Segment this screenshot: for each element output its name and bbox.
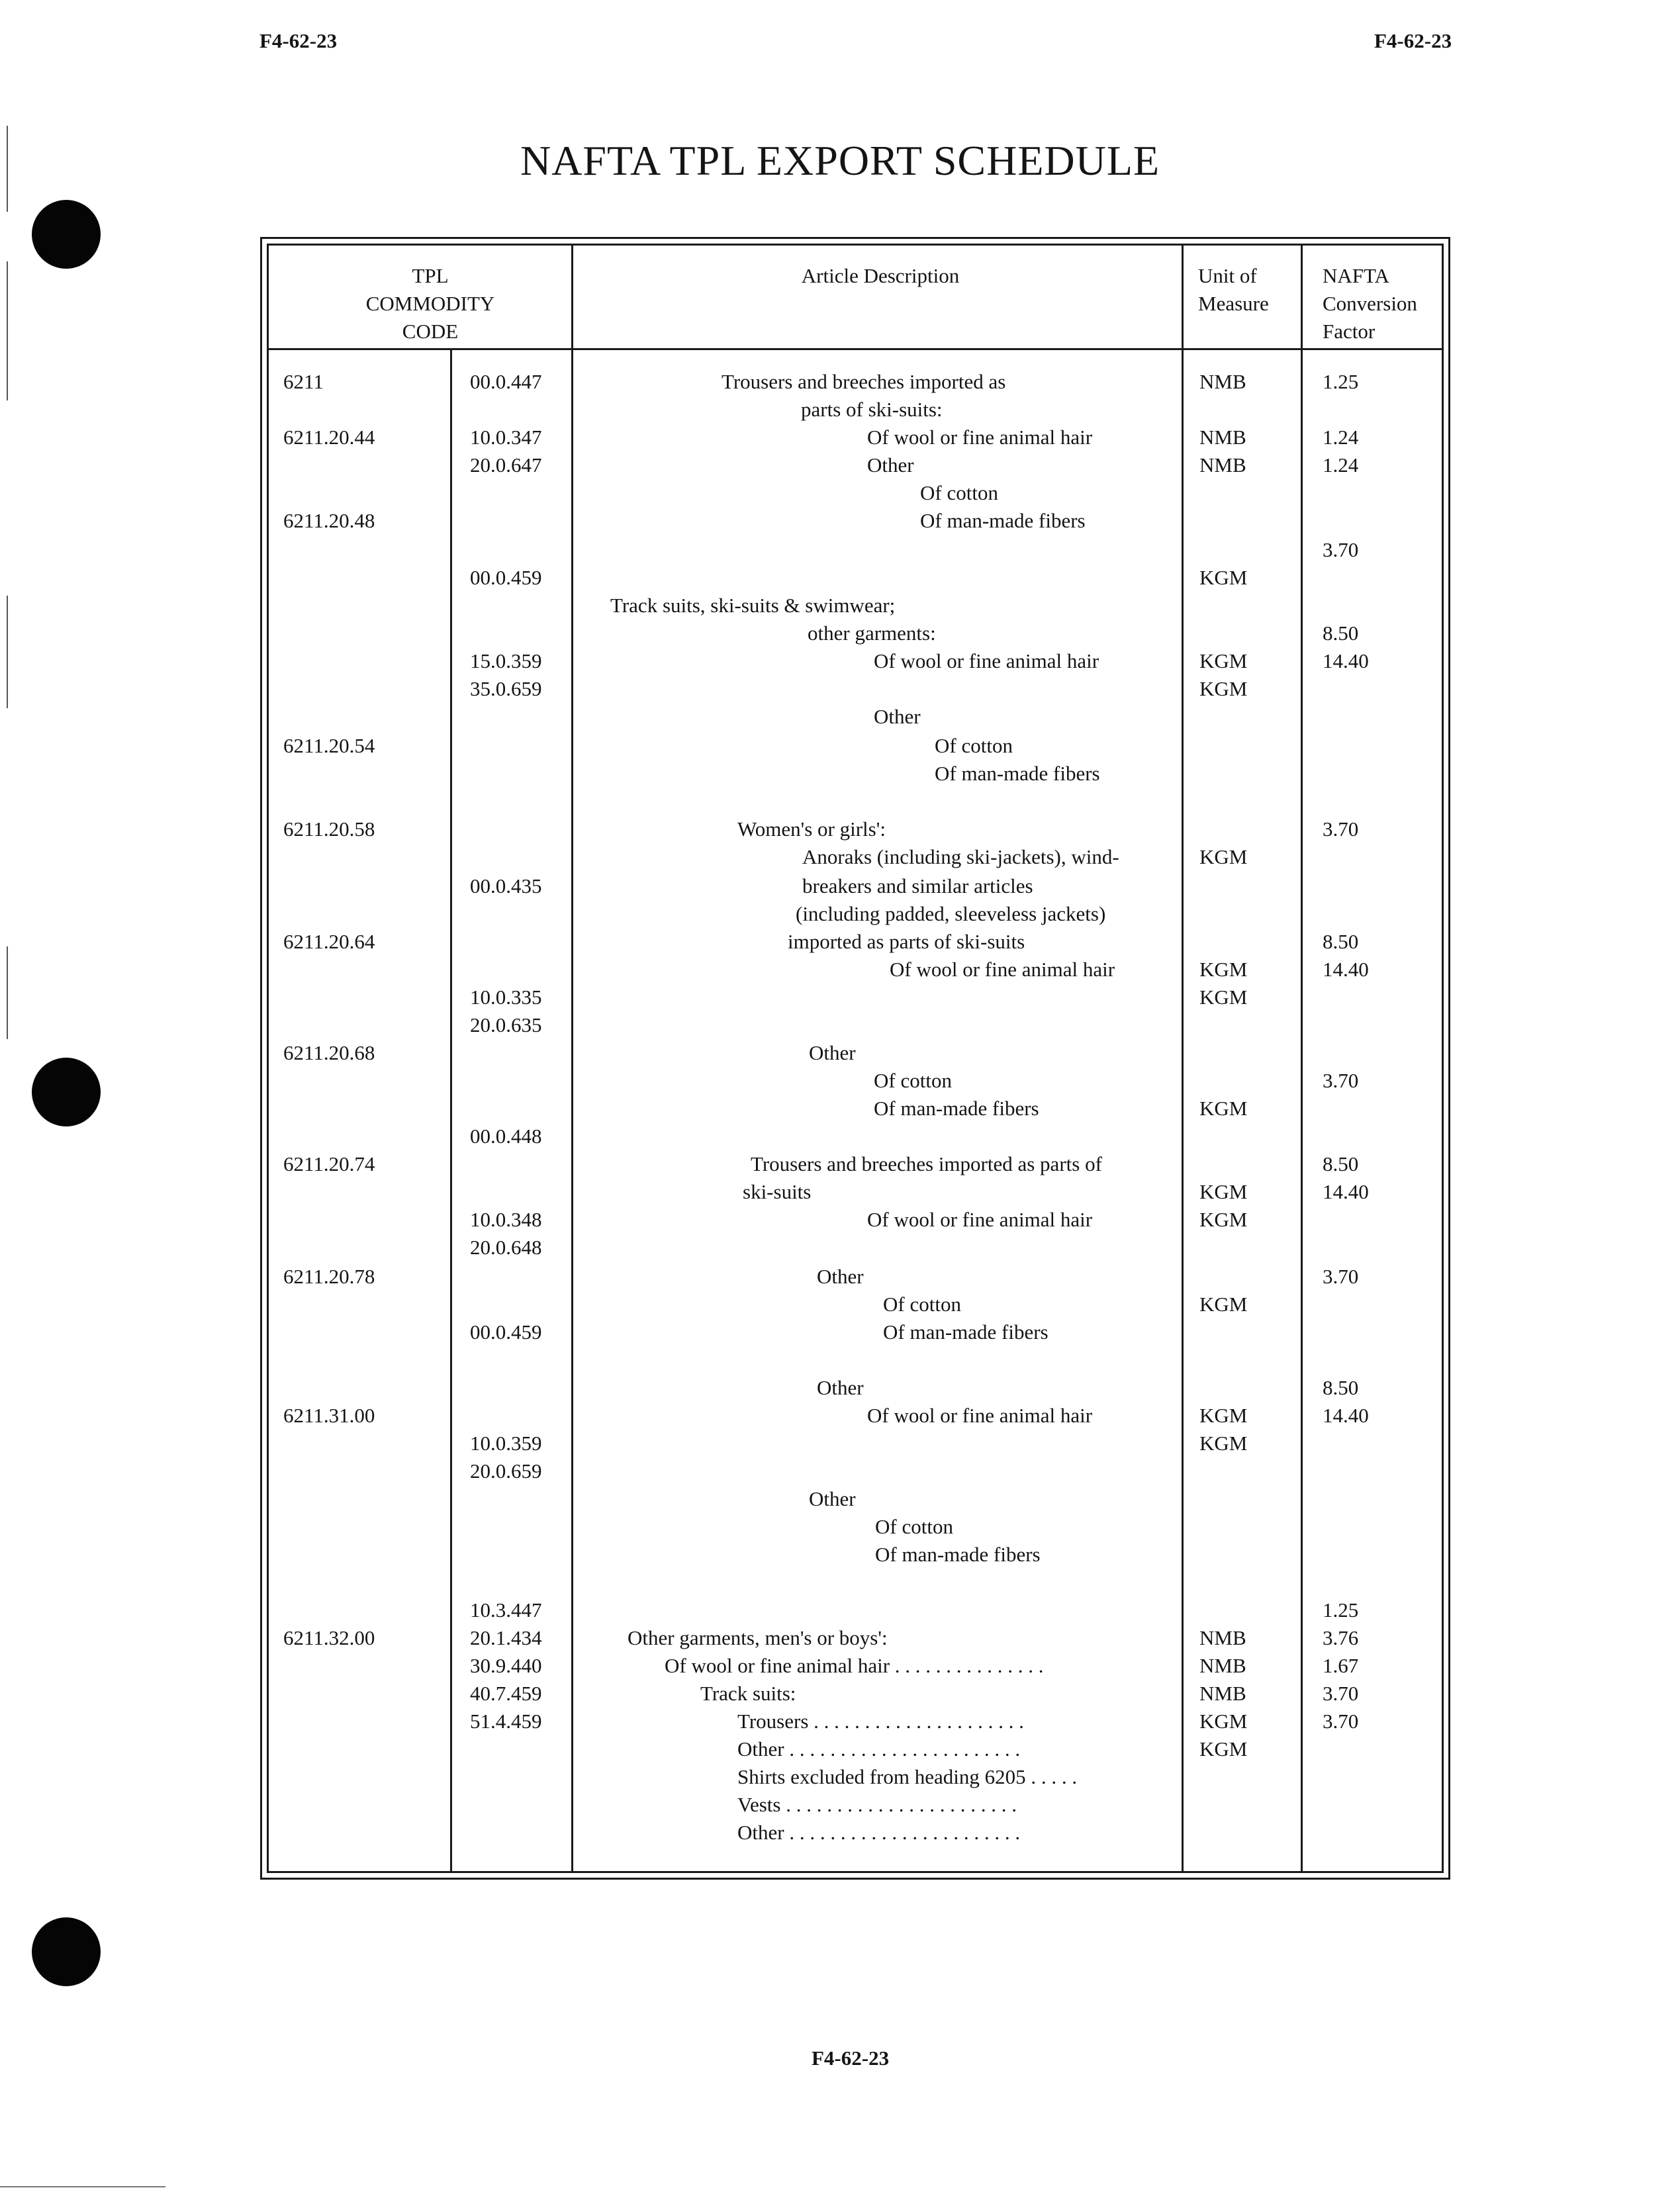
header-unit-line: Measure [1198, 292, 1269, 315]
conversion-factor: 8.50 [1323, 1152, 1359, 1175]
article-description: Of wool or fine animal hair [867, 426, 1093, 449]
article-description: Trousers . . . . . . . . . . . . . . . . . . . . . [737, 1710, 1024, 1733]
unit-of-measure: KGM [1199, 1710, 1248, 1733]
sub-code: 20.0.659 [470, 1459, 542, 1483]
sub-code: 00.0.459 [470, 566, 542, 589]
article-description: Track suits, ski-suits & swimwear; [610, 594, 896, 617]
code-subcode-divider [450, 348, 452, 1873]
article-description: Trousers and breeches imported as [722, 370, 1006, 393]
article-description: ski-suits [743, 1180, 812, 1203]
conversion-factor: 3.76 [1323, 1626, 1359, 1649]
article-description: Women's or girls': [737, 817, 886, 841]
article-description: Other [874, 705, 921, 728]
article-description: Of cotton [920, 481, 998, 504]
sub-code: 10.0.348 [470, 1208, 542, 1231]
header-factor-line: Conversion [1323, 292, 1417, 315]
header-unit [1198, 262, 1269, 318]
article-description: Of cotton [875, 1515, 953, 1538]
unit-of-measure: KGM [1199, 677, 1248, 700]
conversion-factor: 1.25 [1323, 370, 1359, 393]
sub-code: 35.0.659 [470, 677, 542, 700]
sub-code: 00.0.448 [470, 1124, 542, 1148]
conversion-factor: 14.40 [1323, 1180, 1369, 1203]
commodity-code: 6211.32.00 [283, 1626, 375, 1649]
sub-code: 10.0.335 [470, 985, 542, 1009]
sub-code: 20.0.635 [470, 1013, 542, 1036]
sub-code: 00.0.459 [470, 1320, 542, 1344]
unit-of-measure: KGM [1199, 649, 1248, 672]
scan-edge-mark [7, 261, 8, 400]
conversion-factor: 8.50 [1323, 930, 1359, 953]
scan-edge-mark [7, 126, 8, 212]
header-factor-line: Factor [1323, 320, 1376, 343]
article-description: Other garments, men's or boys': [628, 1626, 888, 1649]
sub-code: 51.4.459 [470, 1710, 542, 1733]
conversion-factor: 1.25 [1323, 1598, 1359, 1622]
article-description: Of cotton [883, 1293, 961, 1316]
article-description: Of wool or fine animal hair [890, 958, 1115, 981]
header-code [285, 262, 576, 345]
article-description: Of wool or fine animal hair [867, 1404, 1093, 1427]
article-description: Of man-made fibers [920, 509, 1086, 532]
commodity-code: 6211.31.00 [283, 1404, 375, 1427]
article-description: Other [817, 1265, 864, 1288]
conversion-factor: 1.24 [1323, 453, 1359, 477]
article-description: other garments: [808, 621, 936, 645]
article-description: Other . . . . . . . . . . . . . . . . . . . . . . . [737, 1737, 1021, 1761]
sub-code: 10.0.347 [470, 426, 542, 449]
article-description: Of cotton [935, 734, 1013, 757]
conversion-factor: 3.70 [1323, 1682, 1359, 1705]
unit-of-measure: KGM [1199, 1097, 1248, 1120]
article-description: Of cotton [874, 1069, 952, 1092]
sub-code: 20.1.434 [470, 1626, 542, 1649]
unit-of-measure: NMB [1199, 1626, 1246, 1649]
article-description: Of man-made fibers [883, 1320, 1049, 1344]
unit-of-measure: KGM [1199, 985, 1248, 1009]
unit-of-measure: KGM [1199, 1180, 1248, 1203]
sub-code: 00.0.447 [470, 370, 542, 393]
sub-code: 20.0.648 [470, 1236, 542, 1259]
conversion-factor: 3.70 [1323, 538, 1359, 561]
commodity-code: 6211.20.58 [283, 817, 375, 841]
sub-code: 00.0.435 [470, 874, 542, 897]
commodity-code: 6211.20.44 [283, 426, 375, 449]
article-description: Of man-made fibers [935, 762, 1100, 785]
page-header-left: F4-62-23 [259, 29, 338, 52]
header-factor [1323, 262, 1417, 345]
page-footer: F4-62-23 [812, 2046, 890, 2070]
sub-code: 20.0.647 [470, 453, 542, 477]
conversion-factor: 8.50 [1323, 1376, 1359, 1399]
binder-hole [32, 1917, 101, 1986]
unit-of-measure: KGM [1199, 1208, 1248, 1231]
conversion-factor: 1.67 [1323, 1654, 1359, 1677]
unit-of-measure: KGM [1199, 566, 1248, 589]
conversion-factor: 3.70 [1323, 817, 1359, 841]
article-description: Other [817, 1376, 864, 1399]
column-divider [1301, 244, 1303, 1873]
header-unit-line: Unit of [1198, 264, 1257, 287]
column-divider [1182, 244, 1184, 1873]
article-description: Trousers and breeches imported as parts of [751, 1152, 1102, 1175]
article-description: Other [867, 453, 914, 477]
binder-hole [32, 200, 101, 269]
article-description: Of wool or fine animal hair . . . . . . . . . . . . . . . [665, 1654, 1044, 1677]
article-description: (including padded, sleeveless jackets) [796, 902, 1106, 925]
commodity-code: 6211.20.54 [283, 734, 375, 757]
conversion-factor: 8.50 [1323, 621, 1359, 645]
header-code-line: TPL [412, 264, 449, 287]
article-description: Other [809, 1487, 856, 1510]
unit-of-measure: KGM [1199, 1404, 1248, 1427]
article-description: Other . . . . . . . . . . . . . . . . . . . . . . . [737, 1821, 1021, 1844]
commodity-code: 6211 [283, 370, 324, 393]
article-description: imported as parts of ski-suits [788, 930, 1025, 953]
commodity-code: 6211.20.64 [283, 930, 375, 953]
header-code-line: CODE [402, 320, 459, 343]
article-description: Other [809, 1041, 856, 1064]
sub-code: 15.0.359 [470, 649, 542, 672]
article-description: parts of ski-suits: [801, 398, 943, 421]
unit-of-measure: NMB [1199, 1654, 1246, 1677]
conversion-factor: 3.70 [1323, 1265, 1359, 1288]
unit-of-measure: NMB [1199, 1682, 1246, 1705]
unit-of-measure: KGM [1199, 1737, 1248, 1761]
article-description: Shirts excluded from heading 6205 . . . . . [737, 1765, 1078, 1788]
unit-of-measure: NMB [1199, 453, 1246, 477]
conversion-factor: 3.70 [1323, 1069, 1359, 1092]
conversion-factor: 1.24 [1323, 426, 1359, 449]
article-description: Of man-made fibers [874, 1097, 1039, 1120]
conversion-factor: 3.70 [1323, 1710, 1359, 1733]
unit-of-measure: NMB [1199, 426, 1246, 449]
conversion-factor: 14.40 [1323, 1404, 1369, 1427]
article-description: Vests . . . . . . . . . . . . . . . . . . . . . . . [737, 1793, 1017, 1816]
unit-of-measure: NMB [1199, 370, 1246, 393]
scan-edge-mark [0, 2186, 165, 2187]
binder-hole [32, 1058, 101, 1126]
unit-of-measure: KGM [1199, 958, 1248, 981]
scan-edge-mark [7, 596, 8, 708]
commodity-code: 6211.20.78 [283, 1265, 375, 1288]
column-divider [571, 244, 573, 1873]
conversion-factor: 14.40 [1323, 649, 1369, 672]
article-description: Of man-made fibers [875, 1543, 1041, 1566]
commodity-code: 6211.20.48 [283, 509, 375, 532]
article-description: Track suits: [700, 1682, 796, 1705]
page-title: NAFTA TPL EXPORT SCHEDULE [520, 137, 1160, 184]
header-factor-line: NAFTA [1323, 264, 1389, 287]
sub-code: 40.7.459 [470, 1682, 542, 1705]
header-code-line: COMMODITY [365, 292, 495, 315]
page-header-right: F4-62-23 [1374, 29, 1452, 52]
sub-code: 10.0.359 [470, 1432, 542, 1455]
article-description: Of wool or fine animal hair [874, 649, 1099, 672]
unit-of-measure: KGM [1199, 845, 1248, 868]
unit-of-measure: KGM [1199, 1293, 1248, 1316]
commodity-code: 6211.20.68 [283, 1041, 375, 1064]
header-divider [267, 348, 1444, 350]
scan-edge-mark [7, 946, 8, 1039]
article-description: breakers and similar articles [802, 874, 1033, 897]
conversion-factor: 14.40 [1323, 958, 1369, 981]
sub-code: 30.9.440 [470, 1654, 542, 1677]
commodity-code: 6211.20.74 [283, 1152, 375, 1175]
article-description: Anoraks (including ski-jackets), wind- [802, 845, 1119, 868]
unit-of-measure: KGM [1199, 1432, 1248, 1455]
article-description: Of wool or fine animal hair [867, 1208, 1093, 1231]
sub-code: 10.3.447 [470, 1598, 542, 1622]
header-description: Article Description [801, 264, 960, 287]
